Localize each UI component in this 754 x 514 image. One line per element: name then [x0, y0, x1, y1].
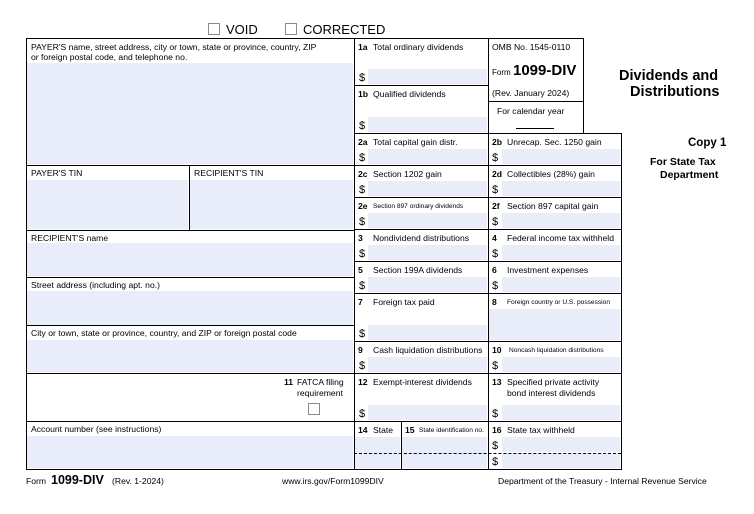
footer-department: Department of the Treasury - Internal Revenue Service [498, 476, 707, 486]
calendar-year-label: For calendar year [497, 106, 565, 116]
box-2e-number: 2e [358, 201, 368, 211]
box-5-currency: $ [359, 280, 366, 292]
city-label: City or town, state or province, country, and ZIP or foreign postal code [31, 328, 297, 338]
box-2b-currency: $ [492, 152, 499, 164]
void-label: VOID [226, 22, 258, 37]
box-2a-label: Total capital gain distr. [373, 137, 458, 147]
fatca-box-number: 11 [284, 377, 294, 387]
box-2f-field[interactable] [502, 213, 620, 228]
void-checkbox[interactable] [208, 23, 220, 35]
box-7-label: Foreign tax paid [373, 297, 435, 307]
box-1b-number: 1b [358, 89, 369, 99]
box-2e-field[interactable] [368, 213, 487, 228]
box-5-number: 5 [358, 265, 363, 275]
box-2d-label: Collectibles (28%) gain [507, 169, 595, 179]
payer-name-label-2: or foreign postal code, and telephone no. [31, 52, 188, 62]
box-14-label: State [373, 425, 394, 435]
box-4-currency: $ [492, 248, 499, 260]
box-16-field-2[interactable] [502, 453, 620, 468]
box-13-label-2: bond interest dividends [507, 388, 596, 398]
box-8-label: Foreign country or U.S. possession [507, 299, 610, 306]
city-field[interactable] [27, 340, 353, 372]
corrected-label: CORRECTED [303, 22, 386, 37]
box-13-number: 13 [492, 377, 502, 387]
box-1a-field[interactable] [368, 69, 487, 84]
box-1a-label: Total ordinary dividends [373, 42, 464, 52]
account-number-label: Account number (see instructions) [31, 424, 162, 434]
payer-tin-field[interactable] [27, 180, 188, 229]
footer-form-name: 1099-DIV [51, 473, 104, 487]
payer-tin-label: PAYER'S TIN [31, 168, 83, 178]
omb-number: OMB No. 1545-0110 [492, 42, 571, 52]
fatca-label-1: FATCA filing [297, 377, 344, 387]
box-7-number: 7 [358, 297, 363, 307]
box-3-currency: $ [359, 248, 366, 260]
box-12-label: Exempt-interest dividends [373, 377, 472, 387]
box-2c-label: Section 1202 gain [373, 169, 442, 179]
fatca-checkbox[interactable] [308, 403, 320, 415]
box-2b-field[interactable] [502, 149, 620, 164]
box-2f-label: Section 897 capital gain [507, 201, 599, 211]
box-2d-currency: $ [492, 184, 499, 196]
box-3-number: 3 [358, 233, 363, 243]
box-2c-currency: $ [359, 184, 366, 196]
fatca-label-2: requirement [297, 388, 343, 398]
footer-revision: (Rev. 1-2024) [112, 476, 164, 486]
box-4-label: Federal income tax withheld [507, 233, 614, 243]
box-15-number: 15 [405, 425, 415, 435]
box-13-field[interactable] [502, 405, 620, 420]
box-6-number: 6 [492, 265, 497, 275]
box-3-field[interactable] [368, 245, 487, 260]
box-9-number: 9 [358, 345, 363, 355]
box-10-currency: $ [492, 360, 499, 372]
corrected-checkbox[interactable] [285, 23, 297, 35]
copy-title: Copy 1 [688, 137, 727, 149]
box-7-field[interactable] [368, 325, 487, 340]
form-name: 1099-DIV [513, 62, 577, 79]
recipient-name-label: RECIPIENT'S name [31, 233, 109, 243]
footer-url: www.irs.gov/Form1099DIV [282, 476, 384, 486]
box-6-currency: $ [492, 280, 499, 292]
box-2a-number: 2a [358, 137, 368, 147]
box-7-currency: $ [359, 328, 366, 340]
box-2b-number: 2b [492, 137, 503, 147]
box-2e-currency: $ [359, 216, 366, 228]
box-4-field[interactable] [502, 245, 620, 260]
box-9-label: Cash liquidation distributions [373, 345, 483, 355]
box-1b-label: Qualified dividends [373, 89, 446, 99]
form-title-2: Distributions [630, 84, 720, 100]
form-title-1: Dividends and [619, 68, 719, 84]
box-12-number: 12 [358, 377, 368, 387]
recipient-tin-field[interactable] [190, 180, 353, 229]
box-2b-label: Unrecap. Sec. 1250 gain [507, 137, 602, 147]
box-5-label: Section 199A dividends [373, 265, 463, 275]
street-address-field[interactable] [27, 291, 353, 325]
box-2d-field[interactable] [502, 181, 620, 196]
box-1b-currency: $ [359, 120, 366, 132]
box-2e-label: Section 897 ordinary dividends [373, 203, 464, 210]
box-5-field[interactable] [368, 277, 487, 292]
box-3-label: Nondividend distributions [373, 233, 470, 243]
payer-name-field[interactable] [27, 63, 353, 164]
box-8-number: 8 [492, 297, 497, 307]
street-address-label: Street address (including apt. no.) [31, 280, 160, 290]
box-2c-field[interactable] [368, 181, 487, 196]
box-13-label-1: Specified private activity [507, 377, 600, 387]
footer-form-prefix: Form [26, 476, 47, 486]
copy-sub-2: Department [660, 169, 719, 181]
box-6-field[interactable] [502, 277, 620, 292]
copy-sub-1: For State Tax [650, 156, 716, 168]
box-2f-number: 2f [492, 201, 500, 211]
box-10-label: Noncash liquidation distributions [509, 347, 604, 354]
box-9-field[interactable] [368, 357, 487, 372]
box-6-label: Investment expenses [507, 265, 589, 275]
box-2a-field[interactable] [368, 149, 487, 164]
box-2a-currency: $ [359, 152, 366, 164]
box-10-number: 10 [492, 345, 502, 355]
box-12-field[interactable] [368, 405, 487, 420]
box-15-label: State identification no. [419, 427, 484, 434]
recipient-tin-label: RECIPIENT'S TIN [194, 168, 264, 178]
box-8-field[interactable] [489, 309, 620, 340]
box-2c-number: 2c [358, 169, 368, 179]
form-prefix: Form [492, 68, 511, 77]
box-2d-number: 2d [492, 169, 503, 179]
box-16-label: State tax withheld [507, 425, 575, 435]
box-1a-currency: $ [359, 72, 366, 84]
box-9-currency: $ [359, 360, 366, 372]
box-16-currency-1: $ [492, 440, 499, 452]
box-14-number: 14 [358, 425, 368, 435]
box-4-number: 4 [492, 233, 497, 243]
box-2f-currency: $ [492, 216, 499, 228]
box-16-number: 16 [492, 425, 502, 435]
box-16-currency-2: $ [492, 456, 499, 468]
box-10-field[interactable] [502, 357, 620, 372]
recipient-name-field[interactable] [27, 243, 353, 276]
payer-name-label: PAYER'S name, street address, city or town, state or province, country, ZIP [31, 42, 317, 52]
box-13-currency: $ [492, 408, 499, 420]
box-16-field-1[interactable] [502, 437, 620, 452]
box-1b-field[interactable] [368, 117, 487, 132]
form-revision: (Rev. January 2024) [492, 88, 570, 98]
account-number-field[interactable] [27, 436, 353, 468]
box-1a-number: 1a [358, 42, 368, 52]
box-12-currency: $ [359, 408, 366, 420]
